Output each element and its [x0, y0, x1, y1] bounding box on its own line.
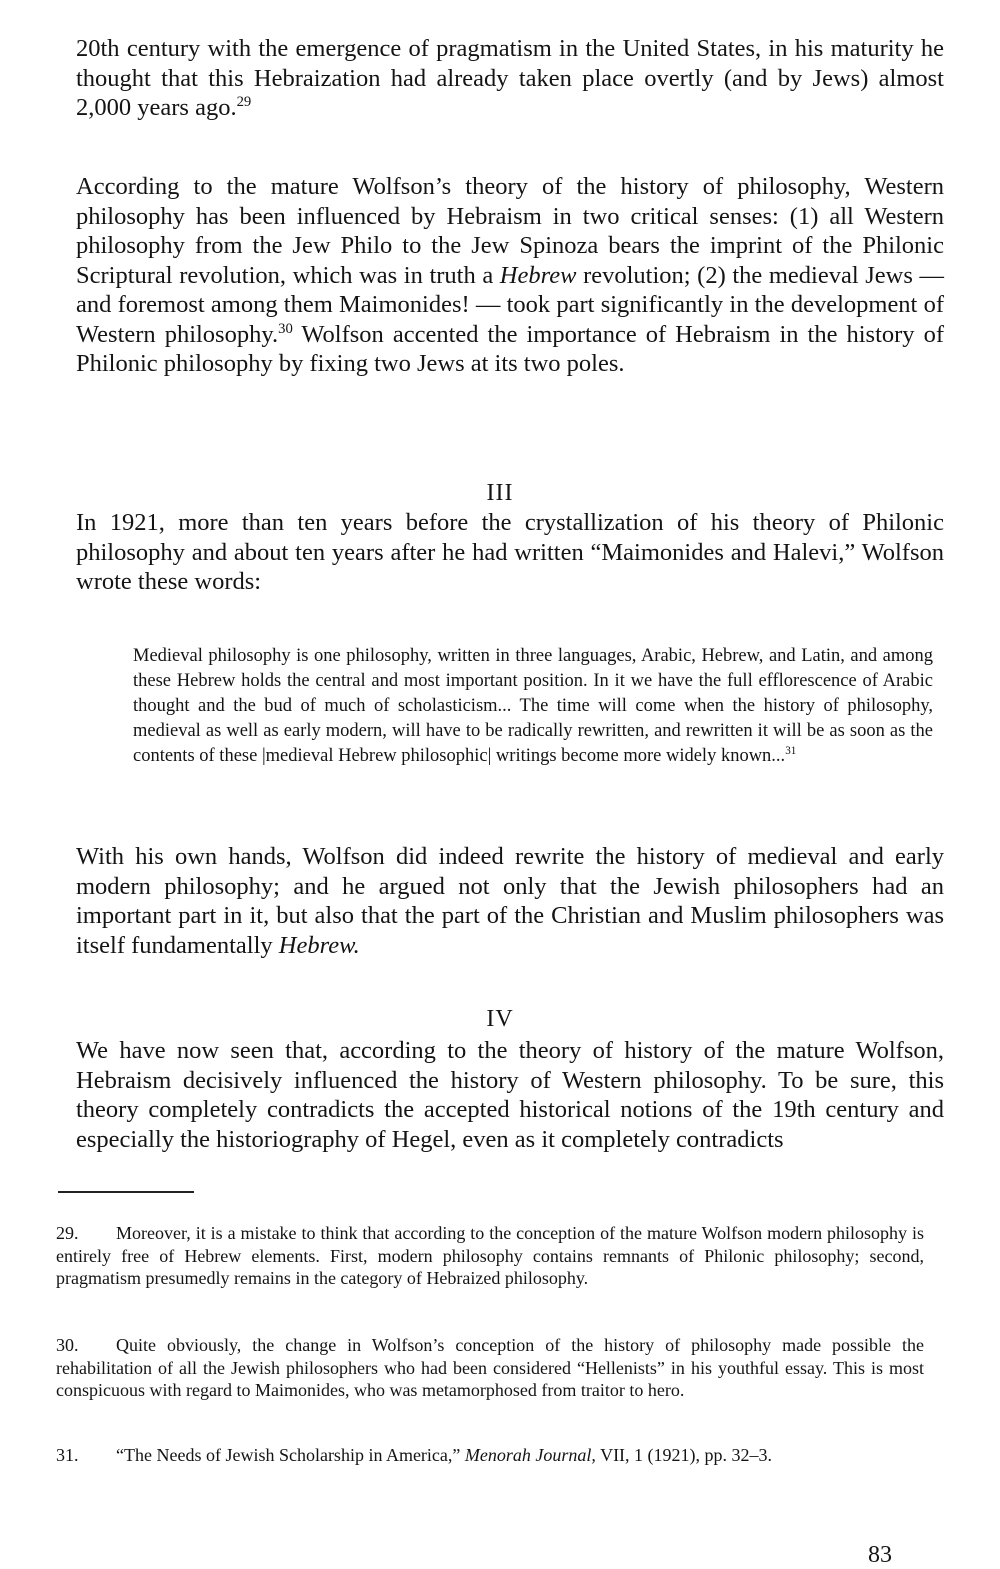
paragraph-rewrite-history	[76, 842, 944, 960]
footnote-text: “The Needs of Jewish Scholarship in America,”	[116, 1445, 465, 1465]
paragraph-text: revolution; (2) the medieval Jews — and foremost among them Maimonides! — took part significantly in the development of Western philosophy.	[76, 261, 944, 348]
footnote-text: VII, 1 (1921), pp. 32–3.	[595, 1445, 773, 1465]
footnote-30	[56, 1334, 924, 1402]
footnote-text: Moreover, it is a mistake to think that according to the conception of the mature Wolfson modern philosophy is entirely free of Hebrew elements. First, modern philosophy contains remnants of Philonic philosophy; second, pragmatism presumedly remains in the category of Hebraized philosophy.	[56, 1223, 924, 1288]
quote-text: Medieval philosophy is one philosophy, written in three languages, Arabic, Hebrew, and Latin, and among these Hebrew holds the central and most important position. In it we have the full efflorescence of Arabic thought and the bud of much of scholasticism... The time will come when the history of philosophy, medieval as well as early modern, will have to be radically rewritten, and rewritten it will be as soon as the contents of these |medieval Hebrew philosophic| writings become more widely known...	[133, 646, 933, 766]
footnote-ref-29[interactable]: 29	[236, 93, 252, 110]
footnote-31	[56, 1444, 924, 1467]
footnote-text: Quite obviously, the change in Wolfson’s conception of the history of philosophy made possible the rehabilitation of all the Jewish philosophers who had been considered “Hellenists” in his youthful essay. This is most conspicuous with regard to Maimonides, who was metamorphosed from traitor to hero.	[56, 1335, 924, 1400]
footnote-number: 31.	[56, 1445, 79, 1465]
paragraph-wolfson-theory	[76, 172, 944, 379]
footnote-ref-30[interactable]: 30	[278, 320, 293, 337]
footnote-divider	[58, 1191, 194, 1193]
paragraph-text: Wolfson accented the importance of Hebraism in the history of Philonic philosophy by fixing two Jews at its two poles.	[76, 320, 944, 377]
paragraph-hebraism-influence	[76, 1036, 944, 1154]
paragraph-text: We have now seen that, according to the theory of history of the mature Wolfson, Hebraism decisively influenced the history of Western philosophy. To be sure, this theory completely contradicts the accepted historical notions of the 19th century and especially the historiography of Hegel, even as it completely contradicts	[76, 1037, 944, 1153]
section-heading-iv: IV	[486, 1006, 514, 1032]
paragraph-continuation	[76, 34, 944, 123]
paragraph-text: In 1921, more than ten years before the crystallization of his theory of Philonic philosophy and about ten years after he had written “Maimonides and Halevi,” Wolfson wrote these words:	[76, 509, 944, 595]
journal-title: Menorah Journal,	[464, 1445, 596, 1465]
section-heading-iii: III	[486, 480, 514, 506]
footnote-ref-31[interactable]: 31	[785, 744, 797, 757]
emphasis-text: Hebrew.	[278, 931, 360, 959]
footnote-number: 30.	[56, 1335, 79, 1355]
footnote-29	[56, 1222, 924, 1290]
page-number: 83	[868, 1542, 892, 1568]
paragraph-text: According to the mature Wolfson’s theory of the history of philosophy, Western philosophy has been influenced by Hebraism in two critical senses: (1) all Western philosophy from the Jew Philo to the Jew Spinoza bears the imprint of the Philonic Scriptural revolution, which was in truth a	[76, 173, 944, 289]
paragraph-text: With his own hands, Wolfson did indeed rewrite the history of medieval and early modern philosophy; and he argued not only that the Jewish philosophers had an important part in it, but also that the part of the Christian and Muslim philosophers was itself fundamentally	[76, 843, 944, 959]
paragraph-1921	[76, 508, 944, 597]
paragraph-text: 20th century with the emergence of pragmatism in the United States, in his maturity he thought that this Hebraization had already taken place overtly (and by Jews) almost 2,000 years ago.	[76, 35, 944, 121]
emphasis-text: Hebrew	[499, 261, 577, 289]
footnote-number: 29.	[56, 1223, 79, 1243]
block-quote	[133, 644, 933, 769]
